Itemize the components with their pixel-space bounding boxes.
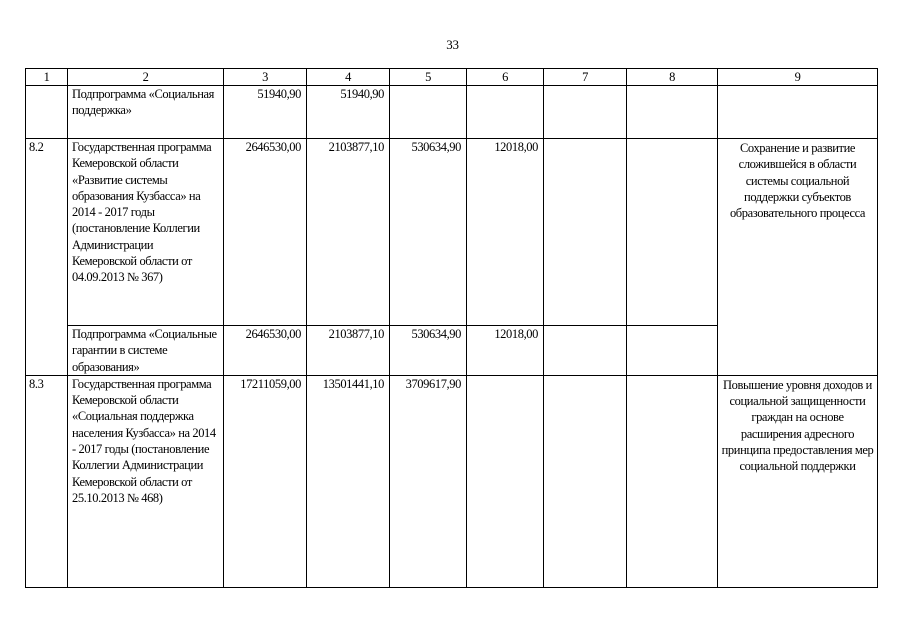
value-col-7 (544, 326, 627, 376)
value-col-6 (467, 86, 544, 139)
header-cell: 3 (224, 69, 307, 86)
row-index: 8.2 (26, 139, 68, 376)
value-col-5 (390, 86, 467, 139)
row-index (26, 86, 68, 139)
row-index: 8.3 (26, 375, 68, 587)
value-col-7 (544, 86, 627, 139)
program-name: Государственная программа Кемеровской области «Социальная поддержка населения Кузбасса» на 2014 - 2017 годы (постановление Коллегии Администрации Кемеровской области от 25.10.2013 № 468) (68, 375, 224, 587)
value-col-4: 13501441,10 (307, 375, 390, 587)
program-name: Подпрограмма «Социальная поддержка» (68, 86, 224, 139)
header-cell: 2 (68, 69, 224, 86)
expected-result: Повышение уровня доходов и социальной защищенности граждан на основе расширения адресного принципа предоставления мер социальной поддержки (718, 375, 878, 587)
value-col-5: 530634,90 (390, 326, 467, 376)
expected-result (718, 86, 878, 139)
value-col-6 (467, 375, 544, 587)
value-col-3: 2646530,00 (224, 326, 307, 376)
value-col-8 (627, 375, 718, 587)
program-name: Подпрограмма «Социальные гарантии в системе образования» (68, 326, 224, 376)
value-col-8 (627, 86, 718, 139)
value-col-4: 2103877,10 (307, 326, 390, 376)
table-row (26, 86, 878, 139)
header-cell: 5 (390, 69, 467, 86)
value-col-4: 2103877,10 (307, 139, 390, 326)
header-cell: 4 (307, 69, 390, 86)
value-col-5: 3709617,90 (390, 375, 467, 587)
header-cell: 7 (544, 69, 627, 86)
table-row (26, 375, 878, 587)
value-col-3: 51940,90 (224, 86, 307, 139)
value-col-7 (544, 375, 627, 587)
table-header-row (26, 69, 878, 86)
value-col-3: 2646530,00 (224, 139, 307, 326)
header-cell: 1 (26, 69, 68, 86)
value-col-8 (627, 326, 718, 376)
header-cell: 6 (467, 69, 544, 86)
value-col-5: 530634,90 (390, 139, 467, 326)
expected-result: Сохранение и развитие сложившейся в области системы социальной поддержки субъектов образовательного процесса (718, 139, 878, 376)
budget-table (25, 68, 878, 588)
program-name: Государственная программа Кемеровской области «Развитие системы образования Кузбасса» на 2014 - 2017 годы (постановление Коллегии Администрации Кемеровской области от 04.09.2013 № 367) (68, 139, 224, 326)
value-col-8 (627, 139, 718, 326)
table-row (26, 139, 878, 326)
value-col-6: 12018,00 (467, 139, 544, 326)
value-col-3: 17211059,00 (224, 375, 307, 587)
page-number: 33 (446, 37, 459, 52)
header-cell: 8 (627, 69, 718, 86)
value-col-7 (544, 139, 627, 326)
value-col-4: 51940,90 (307, 86, 390, 139)
value-col-6: 12018,00 (467, 326, 544, 376)
header-cell: 9 (718, 69, 878, 86)
